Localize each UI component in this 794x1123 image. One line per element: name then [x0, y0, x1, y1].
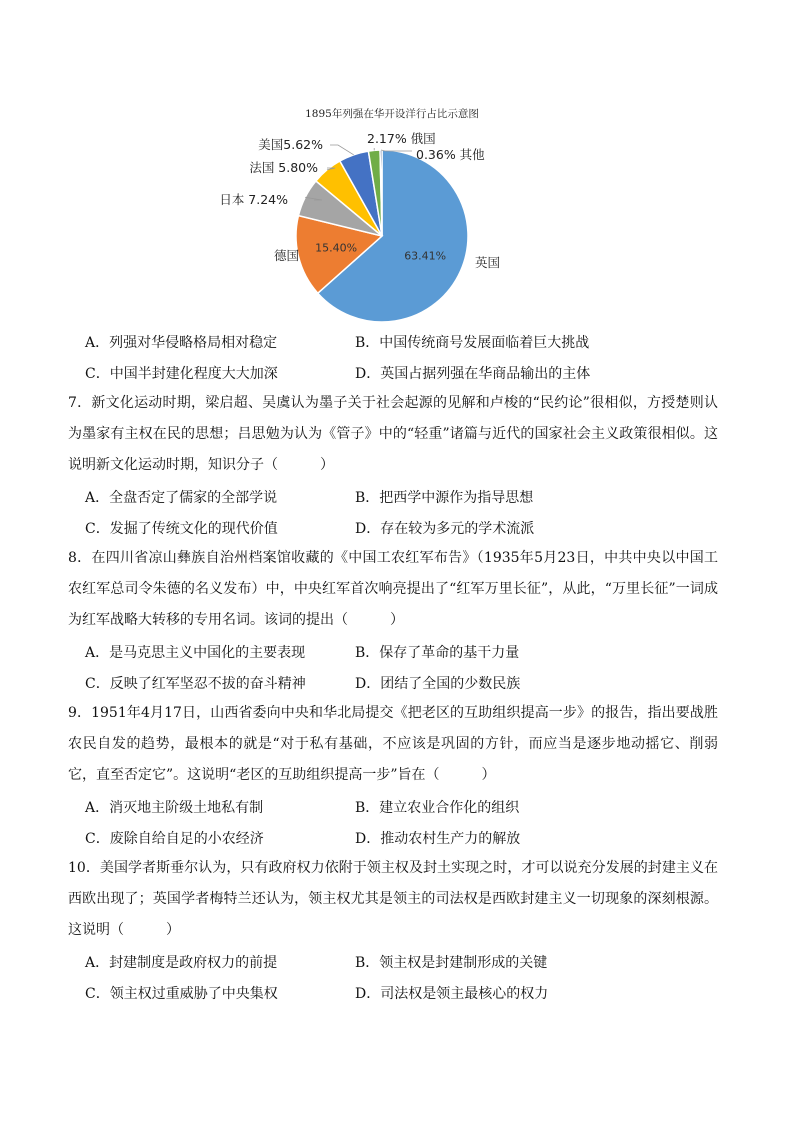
- q9-option-a: A．消灭地主阶级土地私有制: [85, 799, 264, 816]
- pie-label-2: 日本 7.24%: [219, 192, 288, 207]
- pie-category-label-0: 英国: [475, 255, 501, 270]
- pie-chart: [219, 100, 570, 322]
- q10-option-a: A．封建制度是政府权力的前提: [85, 954, 278, 971]
- question-6-options: [68, 326, 718, 388]
- pie-label-3: 法国 5.80%: [249, 160, 318, 175]
- q7-option-d: D．存在较为多元的学术流派: [355, 520, 535, 537]
- q9-option-c: C．废除自给自足的小农经济: [85, 830, 264, 847]
- pie-leader-line-4: [330, 145, 354, 155]
- pie-label-0: 63.41%: [404, 249, 447, 263]
- question-list: [68, 326, 718, 1008]
- q8-option-c: C．反映了红军坚忍不拔的奋斗精神: [85, 675, 306, 692]
- q6-option-b: B．中国传统商号发展面临着巨大挑战: [355, 334, 590, 351]
- q6-option-a: A．列强对华侵略格局相对稳定: [85, 334, 278, 351]
- q10-stem: 10．美国学者斯垂尔认为，只有政府权力依附于领主权及封土实现之时，才可以说充分发展的封建主义在西欧出现了；英国学者梅特兰还认为，领主权尤其是领主的司法权是西欧封建主义一切现象的深刻根源。这说明（ ）: [68, 860, 718, 938]
- q10-option-c: C．领主权过重威胁了中央集权: [85, 985, 278, 1002]
- pie-label-1: 15.40%: [315, 241, 358, 255]
- q7-stem: 7．新文化运动时期，梁启超、吴虞认为墨子关于社会起源的见解和卢梭的“民约论”很相似，方授楚则认为墨家有主权在民的思想；吕思勉为认为《管子》中的“轻重”诸篇与近代的国家社会主义政策很相似。这说明新文化运动时期，知识分子（ ）: [68, 395, 718, 473]
- q10-option-d: D．司法权是领主最核心的权力: [355, 985, 549, 1002]
- q6-option-c: C．中国半封建化程度大大加深: [85, 365, 278, 382]
- q7-option-b: B．把西学中源作为指导思想: [355, 489, 534, 506]
- question-8: [68, 543, 718, 698]
- chart-title: 1895年列强在华开设洋行占比示意图: [305, 108, 479, 120]
- q10-option-b: B．领主权是封建制形成的关键: [355, 954, 548, 971]
- q9-option-d: D．推动农村生产力的解放: [355, 830, 521, 847]
- pie-label-4: 美国5.62%: [258, 137, 323, 152]
- pie-category-label-1: 德国: [274, 248, 300, 263]
- pie-label-5: 2.17% 俄国: [367, 131, 436, 146]
- question-9: [68, 698, 718, 853]
- q8-option-a: A．是马克思主义中国化的主要表现: [85, 644, 306, 661]
- q8-option-b: B．保存了革命的基干力量: [355, 644, 520, 661]
- q6-option-d: D．英国占据列强在华商品输出的主体: [355, 365, 591, 382]
- pie-label-6: 0.36% 其他: [416, 147, 485, 162]
- q8-stem: 8．在四川省凉山彝族自治州档案馆收藏的《中国工农红军布告》（1935年5月23日，中共中央以中国工农红军总司令朱德的名义发布）中，中央红军首次响亮提出了“红军万里长征”，从此，“万里长征”一词成为红军战略大转移的专用名词。该词的提出（ ）: [68, 550, 718, 628]
- q7-option-c: C．发掘了传统文化的现代价值: [85, 520, 278, 537]
- question-7: [68, 388, 718, 543]
- pie-chart-svg: [219, 100, 570, 322]
- question-10: [68, 853, 718, 1008]
- q9-stem: 9．1951年4月17日，山西省委向中央和华北局提交《把老区的互助组织提高一步》的报告，指出要战胜农民自发的趋势，最根本的就是“对于私有基础，不应该是巩固的方针，而应当是逐步地动摇它、削弱它，直至否定它”。这说明“老区的互助组织提高一步”旨在（ ）: [68, 705, 718, 783]
- q9-option-b: B．建立农业合作化的组织: [355, 799, 520, 816]
- q8-option-d: D．团结了全国的少数民族: [355, 675, 521, 692]
- q7-option-a: A．全盘否定了儒家的全部学说: [85, 489, 278, 506]
